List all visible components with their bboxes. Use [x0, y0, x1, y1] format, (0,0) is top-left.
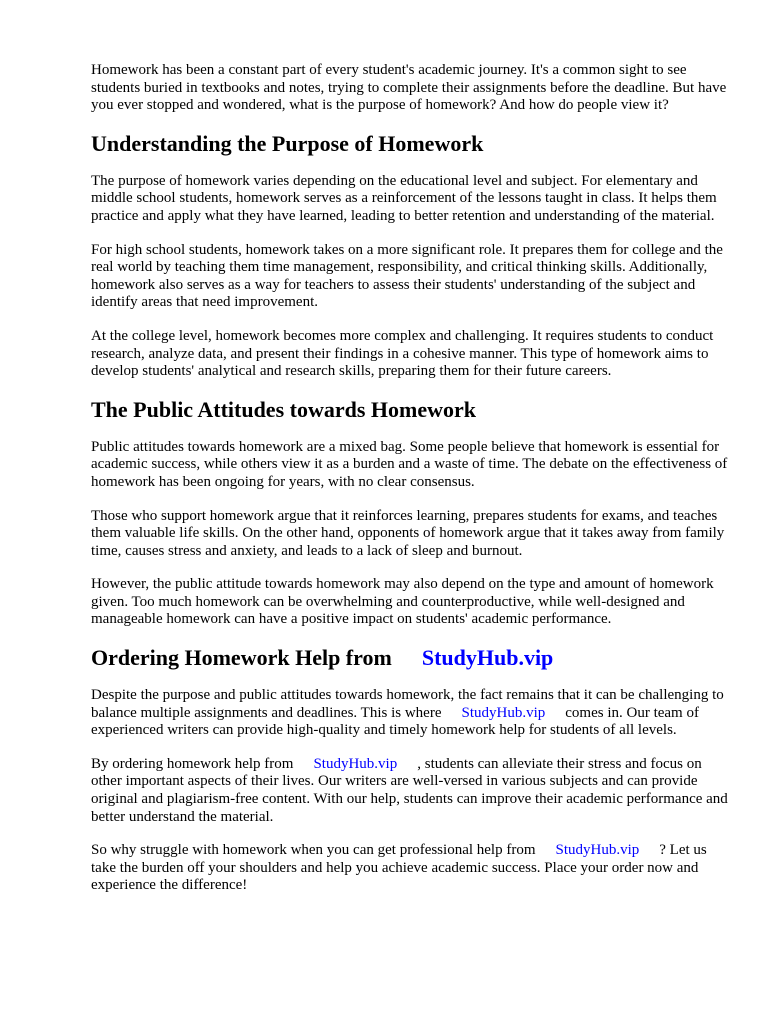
p3-text-after: ? Let us take the burden off your shoulders and help you achieve academic success. Place your order now and experience the difference!: [91, 842, 707, 894]
section-heading-attitudes: The Public Attitudes towards Homework: [91, 396, 476, 422]
heading-ordering-text: Ordering Homework Help from: [91, 645, 392, 671]
heading-studyhub-link[interactable]: StudyHub.vip: [421, 645, 554, 671]
p1-text-after: comes in. Our team of experienced writers can provide high-quality and timely homework help for students of all levels.: [91, 704, 699, 739]
p3-text-before: So why struggle with homework when you can get professional help from: [91, 842, 536, 859]
section-heading-purpose: Understanding the Purpose of Homework: [91, 130, 484, 156]
p1-text-before: Despite the purpose and public attitudes towards homework, the fact remains that it can be challenging to balance multiple assignments and deadlines. This is where: [91, 687, 724, 721]
p2-text-after: , students can alleviate their stress and focus on other important aspects of their lives. Our writers are well-versed in various subjects and can provide original and plagiarism-free content. With our help, students can improve their academic performance and better understand the material.: [91, 755, 728, 825]
paragraph-why-struggle: [91, 842, 731, 895]
paragraph-college: At the college level, homework becomes more complex and challenging. It requires students to conduct research, analyze data, and present their findings in a cohesive manner. This type of homework aims to develop students' analytical and research skills, preparing them for their future careers.: [91, 327, 714, 380]
studyhub-link-1[interactable]: StudyHub.vip: [461, 704, 546, 721]
paragraph-high-school: For high school students, homework takes on a more significant role. It prepares them for college and the real world by teaching them time management, responsibility, and critical thinking skills. Additionally, homework also serves as a way for teachers to assess their students' understanding of the subject and identify areas that need improvement.: [91, 241, 723, 311]
document-page: [91, 62, 731, 911]
paragraph-by-ordering: [91, 756, 731, 826]
studyhub-link-2[interactable]: StudyHub.vip: [313, 755, 398, 772]
p2-text-before: By ordering homework help from: [91, 755, 294, 772]
section-heading-ordering: [91, 645, 731, 671]
paragraph-support-oppose: Those who support homework argue that it reinforces learning, prepares students for exams, and teaches them valuable life skills. On the other hand, opponents of homework argue that it takes away from family time, causes stress and anxiety, and leads to a lack of sleep and burnout.: [91, 507, 725, 559]
paragraph-elementary: The purpose of homework varies depending on the educational level and subject. For elementary and middle school students, homework serves as a reinforcement of the lessons taught in class. It helps them practice and apply what they have learned, leading to better retention and understanding of the material.: [91, 172, 717, 224]
paragraph-amount: However, the public attitude towards homework may also depend on the type and amount of homework given. Too much homework can be overwhelming and counterproductive, while well-designed and manageable homework can have a positive impact on students' academic performance.: [91, 576, 714, 628]
paragraph-this-is-where: [91, 687, 731, 740]
paragraph-mixed-bag: Public attitudes towards homework are a mixed bag. Some people believe that homework is essential for academic success, while others view it as a burden and a waste of time. The debate on the effectiveness of homework has been ongoing for years, with no clear consensus.: [91, 438, 728, 490]
studyhub-link-3[interactable]: StudyHub.vip: [555, 842, 640, 859]
intro-paragraph: Homework has been a constant part of every student's academic journey. It's a common sight to see students buried in textbooks and notes, trying to complete their assignments before the deadline. But have you ever stopped and wondered, what is the purpose of homework? And how do people view it?: [91, 62, 727, 114]
